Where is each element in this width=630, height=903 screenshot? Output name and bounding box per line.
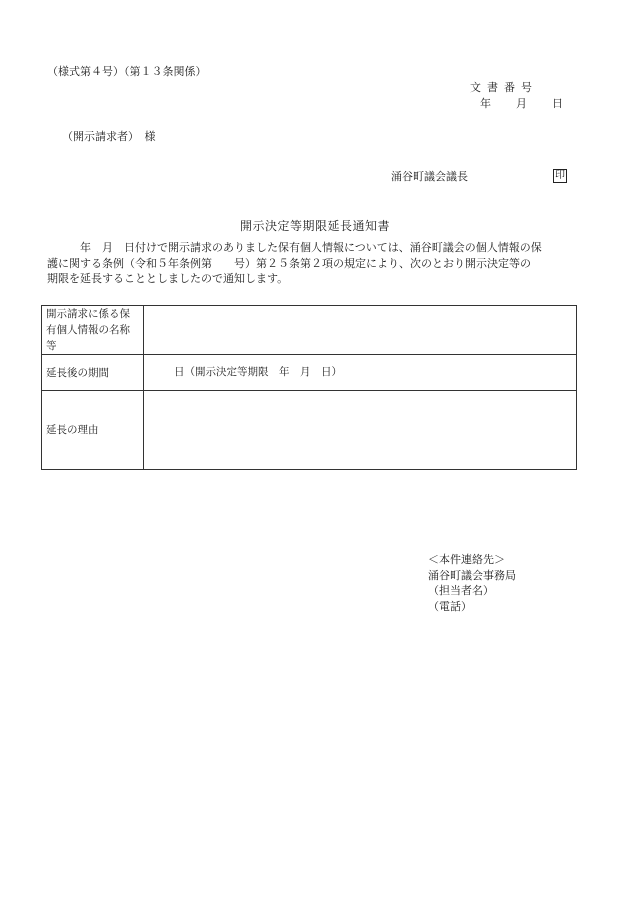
date-month: 月 <box>516 97 527 110</box>
body-line-1: 年 月 日付けで開示請求のありました保有個人情報については、涌谷町議会の個人情報の保 <box>47 241 542 254</box>
contact-person: （担当者名） <box>428 584 494 597</box>
document-number-label: 文書番号 <box>470 81 538 94</box>
row-label-info-name: 開示請求に係る保有個人情報の名称等 <box>42 306 144 355</box>
contact-phone: （電話） <box>428 599 472 613</box>
seal-mark: 印 <box>555 170 565 181</box>
sender-title: 涌谷町議会議長 <box>391 170 468 183</box>
row-value-extension-reason <box>144 391 577 470</box>
contact-heading: ＜本件連絡先＞ <box>428 553 505 566</box>
date-year: 年 <box>480 97 491 110</box>
row-value-extended-period: 日（開示決定等期限 年 月 日） <box>144 355 577 391</box>
body-line-2: 護に関する条例（令和５年条例第 号）第２５条第２項の規定により、次のとおり開示決定等の <box>47 256 531 270</box>
table-row <box>42 391 577 470</box>
document-date <box>480 97 563 110</box>
contact-office: 涌谷町議会事務局 <box>428 568 516 582</box>
body-paragraph <box>47 240 582 287</box>
table-row <box>42 306 577 355</box>
table-row <box>42 355 577 391</box>
detail-table <box>41 305 577 470</box>
row-label-extended-period: 延長後の期間 <box>42 355 144 391</box>
document-title: 開示決定等期限延長通知書 <box>239 219 390 233</box>
body-line-3: 期限を延長することとしましたので通知します。 <box>47 272 289 285</box>
recipient-line: （開示請求者） 様 <box>62 130 156 143</box>
row-value-info-name <box>144 306 577 355</box>
row-label-extension-reason: 延長の理由 <box>42 391 144 470</box>
date-day: 日 <box>552 97 563 110</box>
contact-block <box>428 552 516 614</box>
form-number: （様式第４号）（第１３条関係） <box>47 65 207 78</box>
